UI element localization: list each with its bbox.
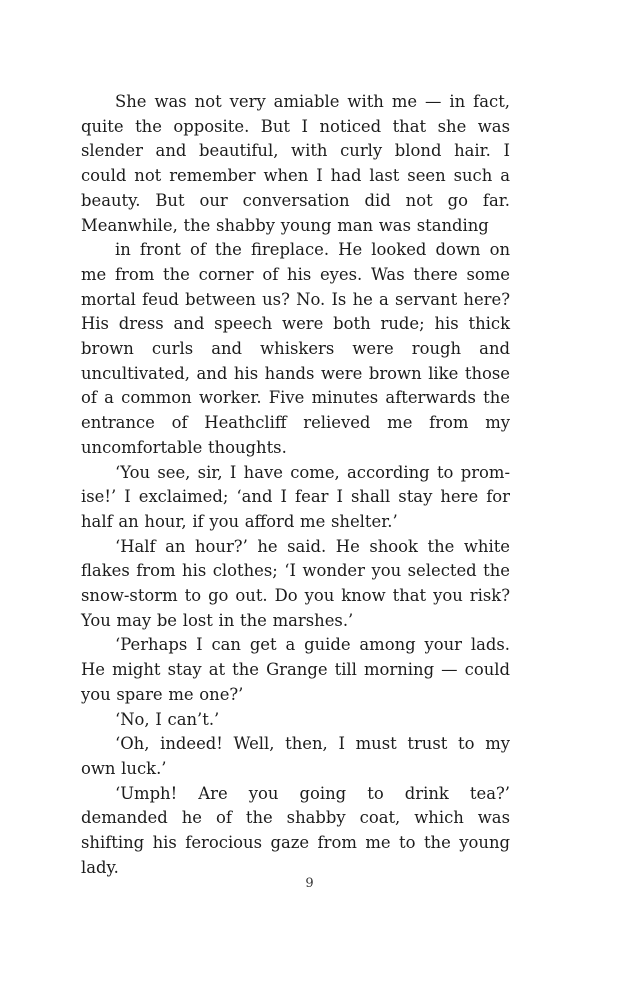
paragraph-8: ‘Umph! Are you going to drink tea?’ demanded he of the shabby coat, which was shifting his ferocious gaze from me to the young lady.	[81, 783, 510, 877]
paragraph-4: ‘Half an hour?’ he said. He shook the white flakes from his clothes; ‘I wonder you selected the snow-storm to go out. Do you know that you risk? You may be lost in the marshes.’	[81, 536, 510, 630]
page-number: 9	[305, 876, 314, 891]
body-text	[81, 90, 510, 881]
paragraph-2: in front of the fireplace. He looked down on me from the corner of his eyes. Was there some mortal feud between us? No. Is he a servant here? His dress and speech were both rude; his thick brown curls and whiskers were rough and uncultivated, and his hands were brown like those of a common worker. Five minutes afterwards the entrance of Heathcliff relieved me from my uncomfortable thoughts.	[81, 240, 510, 457]
paragraph-7: ‘Oh, indeed! Well, then, I must trust to my own luck.’	[81, 734, 510, 778]
paragraph-3: ‘You see, sir, I have come, according to promise!’ I exclaimed; ‘and I fear I shall stay here for half an hour, if you afford me shelter.’	[81, 462, 510, 531]
paragraph-5: ‘Perhaps I can get a guide among your lads. He might stay at the Grange till morning — could you spare me one?’	[81, 635, 510, 704]
paragraph-6: ‘No, I can’t.’	[115, 709, 220, 729]
paragraph-1: She was not very amiable with me — in fact, quite the opposite. But I noticed that she was slender and beautiful, with curly blond hair. I could not remember when I had last seen such a beauty. But our conversation did not go far. Meanwhile, the shabby young man was standing	[81, 92, 510, 235]
